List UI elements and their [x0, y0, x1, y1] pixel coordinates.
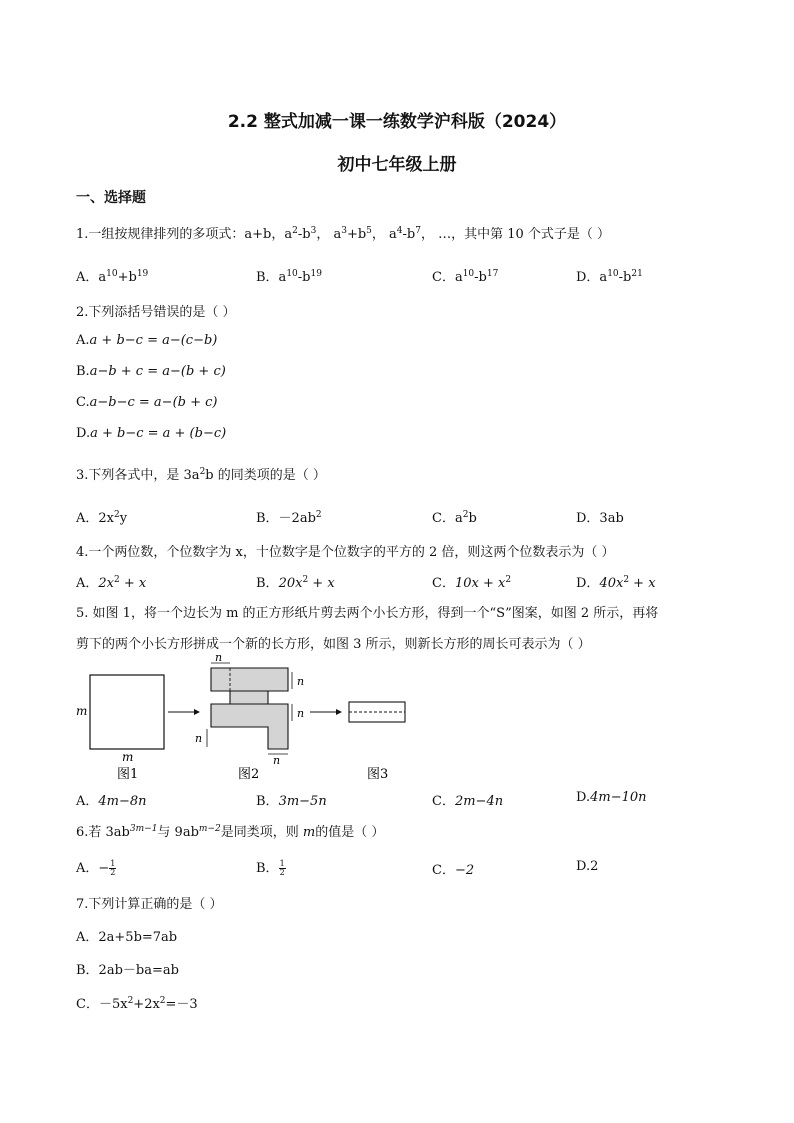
question-6-option-c[interactable]: C．−2 [432, 863, 475, 878]
question-1-option-b[interactable]: B．$a^{10}-b^{19}$ [256, 269, 322, 285]
fraction: $\frac{1}{2}$ [279, 859, 285, 877]
arrow-1-icon [168, 709, 200, 715]
section-heading: 一、选择题 [76, 190, 146, 206]
question-3-option-a[interactable]: A．$2x^2y$ [76, 510, 128, 526]
figure-1-side-m-bottom: m [122, 750, 134, 764]
figure-2-n-right-2: n [297, 707, 305, 720]
figure-2-n-top: n [215, 655, 223, 664]
question-5-stem-line-2: 剪下的两个小长方形拼成一个新的长方形，如图 3 所示，则新长方形的周长可表示为（ ） [76, 637, 591, 652]
question-5-option-b[interactable]: B．3m−5n [256, 794, 327, 809]
question-3-option-d[interactable]: D．3ab [576, 511, 624, 526]
question-2-stem: 2.下列添括号错误的是（ ） [76, 305, 236, 320]
fraction: $\frac{1}{2}$ [110, 859, 116, 877]
figure-3-caption: 图3 [367, 767, 389, 782]
question-5-option-c[interactable]: C．2m−4n [432, 794, 504, 809]
question-7-option-c[interactable]: C．$-5x^2+2x^2=-3$ [76, 996, 198, 1012]
question-5-stem-line-1: 5. 如图 1，将一个边长为 m 的正方形纸片剪去两个小长方形，得到一个“S”图案，如图 2 所示，再将 [76, 606, 659, 621]
question-6-option-a[interactable]: A．− $\frac{1}{2}$ [76, 859, 116, 877]
question-1-stem: 1.一组按规律排列的多项式：a+b，$a^2-b^3$， $a^3+b^5$， $a^4-b^7$， …，其中第 10 个式子是（ ） [76, 226, 611, 242]
question-6-option-d[interactable]: D.2 [576, 859, 599, 874]
question-6-option-b[interactable]: B． $\frac{1}{2}$ [256, 859, 285, 877]
figure-2-n-left: n [195, 732, 203, 745]
question-7-stem: 7.下列计算正确的是（ ） [76, 897, 223, 912]
page-title: 2.2 整式加减一课一练数学沪科版（2024） [227, 112, 567, 132]
question-4-option-b[interactable]: B．$20x^2 + x$ [256, 575, 335, 591]
question-1-option-a[interactable]: A．$a^{10}+b^{19}$ [76, 269, 149, 285]
question-4-option-c[interactable]: C．$10x + x^2$ [432, 575, 512, 591]
question-7-option-b[interactable]: B．2ab－ba=ab [76, 963, 179, 978]
question-4-option-d[interactable]: D．$40x^2 + x$ [576, 575, 656, 591]
figure-3-rectangle [349, 702, 405, 782]
figure-2-n-right-1: n [297, 675, 305, 688]
figure-2-s-shape [195, 655, 304, 782]
question-5-figures [70, 655, 420, 785]
arrow-2-icon [310, 709, 342, 715]
question-2-option-a[interactable]: A.a + b−c = a−(c−b) [76, 333, 218, 348]
question-2-option-d[interactable]: D.a + b−c = a + (b−c) [76, 426, 227, 441]
question-7-option-a[interactable]: A．2a+5b=7ab [76, 930, 178, 945]
figure-2-n-bottom: n [273, 754, 281, 767]
question-5-option-d[interactable]: D.4m−10n [576, 790, 647, 805]
figure-1-caption: 图1 [117, 767, 139, 782]
question-3-stem: 3.下列各式中，是 $3a^2b$ 的同类项的是（ ） [76, 467, 326, 483]
figure-1-square [76, 675, 164, 782]
question-3-option-b[interactable]: B．$-2ab^2$ [256, 510, 322, 526]
page-subtitle: 初中七年级上册 [337, 155, 457, 175]
question-4-stem: 4.一个两位数，个位数字为 x，十位数字是个位数字的平方的 2 倍，则这两个位数表示为（ ） [76, 545, 615, 560]
question-2-option-c[interactable]: C.a−b−c = a−(b + c) [76, 395, 218, 410]
question-3-option-c[interactable]: C．$a^2b$ [432, 510, 477, 526]
figure-2-caption: 图2 [238, 767, 260, 782]
question-1-option-d[interactable]: D．$a^{10}-b^{21}$ [576, 269, 643, 285]
question-1-option-c[interactable]: C．$a^{10}-b^{17}$ [432, 269, 499, 285]
question-6-stem: 6.若 $3ab^{3m-1}$与 $9ab^{m-2}$是同类项，则 m的值是（ ） [76, 824, 385, 840]
question-5-option-a[interactable]: A．4m−8n [76, 794, 147, 809]
question-2-option-b[interactable]: B.a−b + c = a−(b + c) [76, 364, 226, 379]
figure-1-side-m-left: m [76, 704, 88, 718]
question-4-option-a[interactable]: A．$2x^2 + x$ [76, 575, 147, 591]
